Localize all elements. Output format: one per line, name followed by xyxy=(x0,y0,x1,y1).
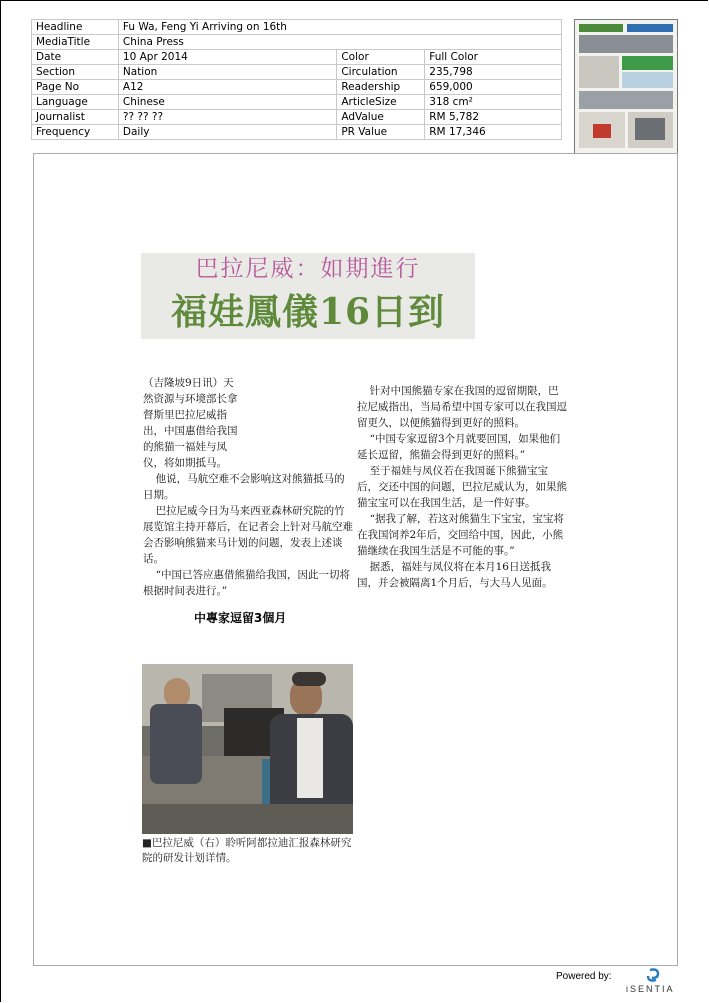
meta-value: 659,000 xyxy=(425,80,562,95)
meta-row-section xyxy=(32,65,562,80)
article-subhead: 中專家逗留3個月 xyxy=(194,611,287,625)
meta-value: 318 cm² xyxy=(425,95,562,110)
meta-label: MediaTitle xyxy=(32,35,119,50)
meta-value: A12 xyxy=(118,80,336,95)
meta-label: Date xyxy=(32,50,119,65)
meta-value: China Press xyxy=(118,35,561,50)
article-headline xyxy=(141,253,475,339)
article-paragraph: （吉隆坡9日讯）天然资源与环境部长拿督斯里巴拉尼威指出，中国惠借给我国的熊猫一福娃与凤仪，将如期抵马。 xyxy=(143,377,238,469)
meta-label: Journalist xyxy=(32,110,119,125)
meta-value: 10 Apr 2014 xyxy=(118,50,336,65)
meta-value: 235,798 xyxy=(425,65,562,80)
meta-label: Frequency xyxy=(32,125,119,140)
meta-value: Full Color xyxy=(425,50,562,65)
meta-label: AdValue xyxy=(337,110,425,125)
article-photo xyxy=(142,664,353,834)
meta-row-mediatitle xyxy=(32,35,562,50)
article-paragraph: 巴拉尼威今日为马来西亚森林研究院的竹展览馆主持开幕后，在记者会上针对马航空难会否影响熊猫来马计划的问题，发表上述谈话。 xyxy=(143,505,353,565)
meta-value: RM 5,782 xyxy=(425,110,562,125)
meta-label: Page No xyxy=(32,80,119,95)
meta-row-journalist xyxy=(32,110,562,125)
article-paragraph: 他说，马航空难不会影响这对熊猫抵马的日期。 xyxy=(143,473,345,501)
meta-label: Language xyxy=(32,95,119,110)
meta-row-pageno xyxy=(32,80,562,95)
page-thumbnail[interactable] xyxy=(574,19,678,154)
metadata-table xyxy=(31,19,562,140)
meta-label: ArticleSize xyxy=(337,95,425,110)
meta-label: Headline xyxy=(32,20,119,35)
article-paragraph: “据我了解，若这对熊猫生下宝宝，宝宝将在我国饲养2年后，交回给中国，因此，小熊猫继续在我国生活是不可能的事。” xyxy=(357,513,564,557)
isentia-brand-text: iSENTIA xyxy=(626,984,675,994)
article-paragraph: 至于福娃与凤仪若在我国诞下熊猫宝宝后，交还中国的问题，巴拉尼威认为，如果熊猫宝宝可以在我国生活，是一件好事。 xyxy=(357,465,567,509)
powered-by-label: Powered by: xyxy=(556,971,612,982)
meta-row-date xyxy=(32,50,562,65)
meta-value: ?? ?? ?? xyxy=(118,110,336,125)
meta-value: Nation xyxy=(118,65,336,80)
meta-row-frequency xyxy=(32,125,562,140)
article-column-left xyxy=(143,375,353,599)
meta-label: PR Value xyxy=(337,125,425,140)
meta-value: Fu Wa, Feng Yi Arriving on 16th xyxy=(118,20,561,35)
article-paragraph: 针对中国熊猫专家在我国的逗留期限，巴拉尼威指出，当局希望中国专家可以在我国逗留更久，以便熊猫得到更好的照料。 xyxy=(357,385,567,429)
article-column-right xyxy=(357,383,569,591)
meta-value: Daily xyxy=(118,125,336,140)
meta-label: Readership xyxy=(337,80,425,95)
article-paragraph: “中国专家逗留3个月就要回国，如果他们延长逗留，熊猫会得到更好的照料。” xyxy=(357,433,561,461)
meta-label: Section xyxy=(32,65,119,80)
meta-value: Chinese xyxy=(118,95,336,110)
meta-label: Color xyxy=(337,50,425,65)
article-paragraph: “中国已答应惠借熊猫给我国，因此一切将根据时间表进行。” xyxy=(143,569,350,597)
article-paragraph: 据悉，福娃与凤仪将在本月16日送抵我国，并会被隔离1个月后，与大马人见面。 xyxy=(357,561,553,589)
photo-caption: ■巴拉尼威（右）聆听阿都拉迪汇报森林研究院的研发计划详情。 xyxy=(142,837,352,864)
meta-value: RM 17,346 xyxy=(425,125,562,140)
headline-kicker: 巴拉尼威：如期進行 xyxy=(195,256,421,282)
meta-label: Circulation xyxy=(337,65,425,80)
headline-main: 福娃鳳儀16日到 xyxy=(170,291,446,333)
meta-row-language xyxy=(32,95,562,110)
meta-row-headline xyxy=(32,20,562,35)
